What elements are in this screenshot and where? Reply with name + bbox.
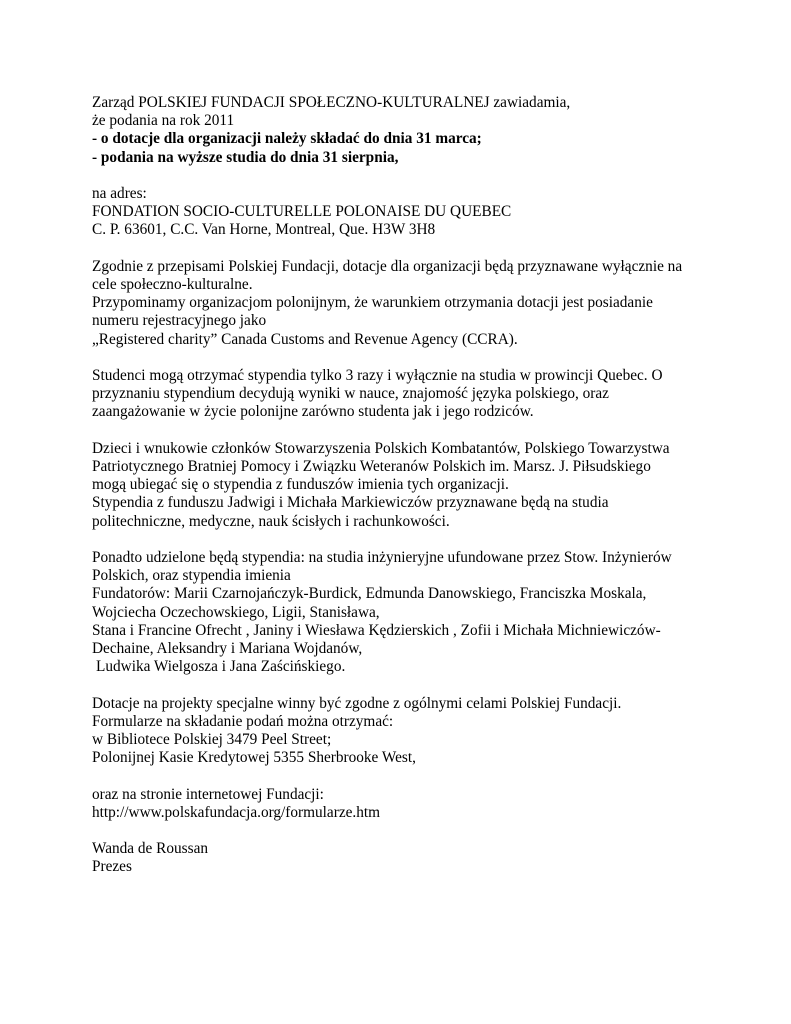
children-line: Patriotycznego Bratniej Pomocy i Związku Weteranów Polskich im. Marsz. J. Piłsudskiego (92, 458, 651, 475)
rules-line: numeru rejestracyjnego jako (92, 312, 267, 330)
children-line: Stypendia z funduszu Jadwigi i Michała Markiewiczów przyznawane będą na studia (92, 494, 609, 512)
projects-line: w Bibliotece Polskiej 3479 Peel Street; (92, 731, 332, 749)
additional-line: Ludwika Wielgosza i Jana Zaścińskiego. (96, 658, 346, 676)
address-name: FONDATION SOCIO-CULTURELLE POLONAISE DU QUEBEC (92, 203, 512, 221)
students-line: Studenci mogą otrzymać stypendia tylko 3 razy i wyłącznie na studia w prowincji Quebec. O (92, 367, 663, 384)
deadline-scholarships: - podania na wyższe studia do dnia 31 sierpnia, (92, 148, 399, 166)
students-line: przyznaniu stypendium decydują wyniki w nauce, znajomość języka polskiego, oraz (92, 385, 609, 403)
rules-line: Zgodnie z przepisami Polskiej Fundacji, dotacje dla organizacji będą przyznawane wyłącznie na (92, 257, 683, 275)
spacer (92, 422, 732, 440)
children-line: politechniczne, medyczne, nauk ścisłych i rachunkowości. (92, 512, 450, 530)
document-page (92, 94, 732, 877)
additional-line: Ponadto udzielone będą stypendia: na studia inżynieryjne ufundowane przez Stow. Inżynierów (92, 549, 672, 566)
website-intro: oraz na stronie internetowej Fundacji: (92, 785, 324, 803)
header-line-1: Zarząd POLSKIEJ FUNDACJI SPOŁECZNO-KULTURALNEJ zawiadamia, (92, 94, 571, 111)
projects-line: Dotacje na projekty specjalne winny być zgodne z ogólnymi celami Polskiej Fundacji. (92, 694, 622, 712)
projects-line: Formularze na składanie podań można otrzymać: (92, 712, 394, 730)
address-street: C. P. 63601, C.C. Van Horne, Montreal, Que. H3W 3H8 (92, 221, 436, 239)
spacer (92, 349, 732, 367)
rules-line: Przypominamy organizacjom polonijnym, że warunkiem otrzymania dotacji jest posiadanie (92, 294, 653, 312)
children-line: Dzieci i wnukowie członków Stowarzyszenia Polskich Kombatantów, Polskiego Towarzystwa (92, 439, 670, 457)
spacer (92, 167, 732, 185)
spacer (92, 767, 732, 785)
deadline-grants: - o dotacje dla organizacji należy składać do dnia 31 marca; (92, 130, 482, 148)
additional-line: Dechaine, Aleksandry i Mariana Wojdanów, (92, 640, 363, 658)
spacer (92, 676, 732, 694)
additional-line: Stana i Francine Ofrecht , Janiny i Wiesława Kędzierskich , Zofii i Michała Michniewiczów- (92, 621, 661, 639)
spacer (92, 531, 732, 549)
additional-line: Fundatorów: Marii Czarnojańczyk-Burdick, Edmunda Danowskiego, Franciszka Moskala, (92, 585, 647, 603)
additional-line: Wojciecha Oczechowskiego, Ligii, Stanisława, (92, 603, 380, 621)
signature-name: Wanda de Roussan (92, 840, 209, 858)
children-line: mogą ubiegać się o stypendia z funduszów imienia tych organizacji. (92, 476, 509, 494)
rules-line: „Registered charity” Canada Customs and Revenue Agency (CCRA). (92, 330, 518, 348)
spacer (92, 822, 732, 840)
additional-line: Polskich, oraz stypendia imienia (92, 567, 291, 585)
spacer (92, 240, 732, 258)
projects-line: Polonijnej Kasie Kredytowej 5355 Sherbrooke West, (92, 749, 416, 767)
header-line-2: że podania na rok 2011 (92, 112, 235, 130)
signature-title: Prezes (92, 858, 132, 876)
students-line: zaangażowanie w życie polonijne zarówno studenta jak i jego rodziców. (92, 403, 534, 421)
rules-line: cele społeczno-kulturalne. (92, 276, 253, 293)
address-intro: na adres: (92, 185, 147, 202)
website-url: http://www.polskafundacja.org/formularze.htm (92, 803, 381, 821)
